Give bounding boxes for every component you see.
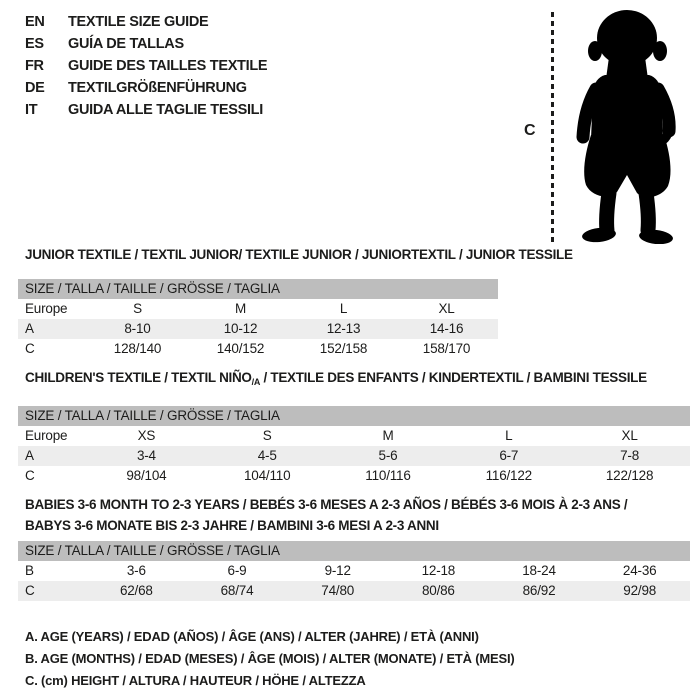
table-cell: 80/86 bbox=[421, 583, 455, 598]
table-cell: 18-24 bbox=[522, 563, 556, 578]
language-code: ES bbox=[25, 36, 44, 52]
language-row bbox=[25, 33, 267, 55]
language-list bbox=[25, 11, 267, 121]
row-label: C bbox=[25, 468, 35, 483]
row-label: Europe bbox=[25, 428, 68, 443]
torso-shape bbox=[591, 75, 663, 139]
table-cell: 104/110 bbox=[243, 468, 291, 483]
babies-title-line-1: BABIES 3-6 MONTH TO 2-3 YEARS / BEBÉS 3-6 MESES A 2-3 AÑOS / BÉBÉS 3-6 MOIS À 2-3 ANS / bbox=[25, 497, 628, 512]
table-row bbox=[18, 319, 498, 339]
table-cell: 9-12 bbox=[324, 563, 351, 578]
table-cell: XS bbox=[137, 428, 156, 443]
babies-textile-section bbox=[18, 494, 690, 601]
childrens-title-subscript: /A bbox=[251, 377, 261, 387]
table-cell: 110/116 bbox=[365, 468, 411, 483]
language-row bbox=[25, 11, 267, 33]
language-code: FR bbox=[25, 58, 44, 74]
table-cell: 6-7 bbox=[499, 448, 519, 463]
table-cell: 158/170 bbox=[422, 341, 471, 356]
childrens-section-title bbox=[18, 371, 690, 389]
table-row bbox=[18, 561, 690, 581]
table-row bbox=[18, 339, 498, 359]
language-title: TEXTILGRÖßENFÜHRUNG bbox=[68, 80, 247, 96]
table-cell: M bbox=[234, 301, 247, 316]
table-cell: 92/98 bbox=[623, 583, 657, 598]
table-cell: S bbox=[262, 428, 272, 443]
language-title: GUIDA ALLE TAGLIE TESSILI bbox=[68, 102, 263, 118]
row-label: C bbox=[25, 341, 35, 356]
height-measure-label: C bbox=[524, 122, 536, 139]
table-cell: 62/68 bbox=[119, 583, 153, 598]
table-cell: 86/92 bbox=[522, 583, 556, 598]
table-cell: L bbox=[505, 428, 513, 443]
row-label: Europe bbox=[25, 301, 68, 316]
table-row bbox=[18, 426, 690, 446]
table-cell: 12-18 bbox=[421, 563, 456, 578]
table-cell: 12-13 bbox=[326, 321, 361, 336]
table-row bbox=[18, 446, 690, 466]
language-code: IT bbox=[25, 102, 38, 118]
table-cell: 122/128 bbox=[605, 468, 654, 483]
junior-textile-section bbox=[18, 247, 573, 359]
row-label: A bbox=[25, 448, 34, 463]
table-cell: 3-6 bbox=[126, 563, 146, 578]
babies-size-header-bar: SIZE / TALLA / TAILLE / GRÖSSE / TAGLIA bbox=[18, 541, 690, 561]
row-label: A bbox=[25, 321, 34, 336]
table-cell: 8-10 bbox=[124, 321, 151, 336]
table-cell: XL bbox=[621, 428, 638, 443]
toddler-silhouette-icon bbox=[565, 7, 697, 244]
language-code: EN bbox=[25, 14, 45, 30]
junior-table-rows bbox=[18, 299, 498, 359]
table-cell: 3-4 bbox=[136, 448, 156, 463]
footnote-line: B. AGE (MONTHS) / EDAD (MESES) / ÂGE (MOIS) / ALTER (MONATE) / ETÀ (MESI) bbox=[25, 651, 515, 666]
table-cell: L bbox=[339, 301, 348, 316]
table-cell: 74/80 bbox=[321, 583, 355, 598]
language-row bbox=[25, 77, 267, 99]
table-row bbox=[18, 581, 690, 601]
babies-title-line-2: BABYS 3-6 MONATE BIS 2-3 JAHRE / BAMBINI 3-6 MESI A 2-3 ANNI bbox=[25, 518, 439, 533]
table-cell: 14-16 bbox=[429, 321, 464, 336]
table-cell: 116/122 bbox=[485, 468, 532, 483]
footnotes bbox=[25, 626, 515, 692]
language-title: TEXTILE SIZE GUIDE bbox=[68, 14, 209, 30]
leg-left-shape bbox=[607, 193, 609, 231]
childrens-title-post: / TEXTILE DES ENFANTS / KINDERTEXTIL / BAMBINI TESSILE bbox=[260, 370, 647, 385]
table-cell: M bbox=[382, 428, 394, 443]
row-label: C bbox=[25, 583, 35, 598]
language-title: GUÍA DE TALLAS bbox=[68, 36, 184, 52]
language-row bbox=[25, 55, 267, 77]
table-cell: 140/152 bbox=[216, 341, 265, 356]
table-cell: 68/74 bbox=[220, 583, 254, 598]
table-cell: 152/158 bbox=[319, 341, 368, 356]
row-label: B bbox=[25, 563, 34, 578]
childrens-textile-section bbox=[18, 371, 690, 486]
footnote-line: C. (cm) HEIGHT / ALTURA / HAUTEUR / HÖHE / ALTEZZA bbox=[25, 673, 366, 688]
table-cell: 98/104 bbox=[126, 468, 167, 483]
childrens-title-pre: CHILDREN'S TEXTILE / TEXTIL NIÑO bbox=[25, 370, 252, 385]
junior-section-title: JUNIOR TEXTILE / TEXTIL JUNIOR/ TEXTILE JUNIOR / JUNIORTEXTIL / JUNIOR TESSILE bbox=[25, 247, 573, 262]
language-title: GUIDE DES TAILLES TEXTILE bbox=[68, 58, 268, 74]
footnote-line: A. AGE (YEARS) / EDAD (AÑOS) / ÂGE (ANS) / ALTER (JAHRE) / ETÀ (ANNI) bbox=[25, 629, 479, 644]
height-measure-dashed-line bbox=[551, 12, 554, 243]
table-cell: 10-12 bbox=[223, 321, 258, 336]
table-cell: 7-8 bbox=[620, 448, 640, 463]
table-cell: 128/140 bbox=[113, 341, 162, 356]
table-cell: S bbox=[133, 301, 142, 316]
table-cell: 5-6 bbox=[378, 448, 398, 463]
table-cell: 6-9 bbox=[227, 563, 247, 578]
table-row bbox=[18, 466, 690, 486]
table-cell: 24-36 bbox=[622, 563, 657, 578]
language-code: DE bbox=[25, 80, 45, 96]
childrens-size-header-bar: SIZE / TALLA / TAILLE / GRÖSSE / TAGLIA bbox=[18, 406, 690, 426]
language-row bbox=[25, 99, 267, 121]
babies-table-rows bbox=[18, 561, 690, 601]
table-row bbox=[18, 299, 498, 319]
childrens-table-rows bbox=[18, 426, 690, 486]
leg-right-shape bbox=[646, 193, 648, 230]
table-cell: 4-5 bbox=[257, 448, 277, 463]
table-cell: XL bbox=[438, 301, 455, 316]
babies-section-title bbox=[18, 494, 690, 536]
junior-size-header-bar: SIZE / TALLA / TAILLE / GRÖSSE / TAGLIA bbox=[18, 279, 498, 299]
